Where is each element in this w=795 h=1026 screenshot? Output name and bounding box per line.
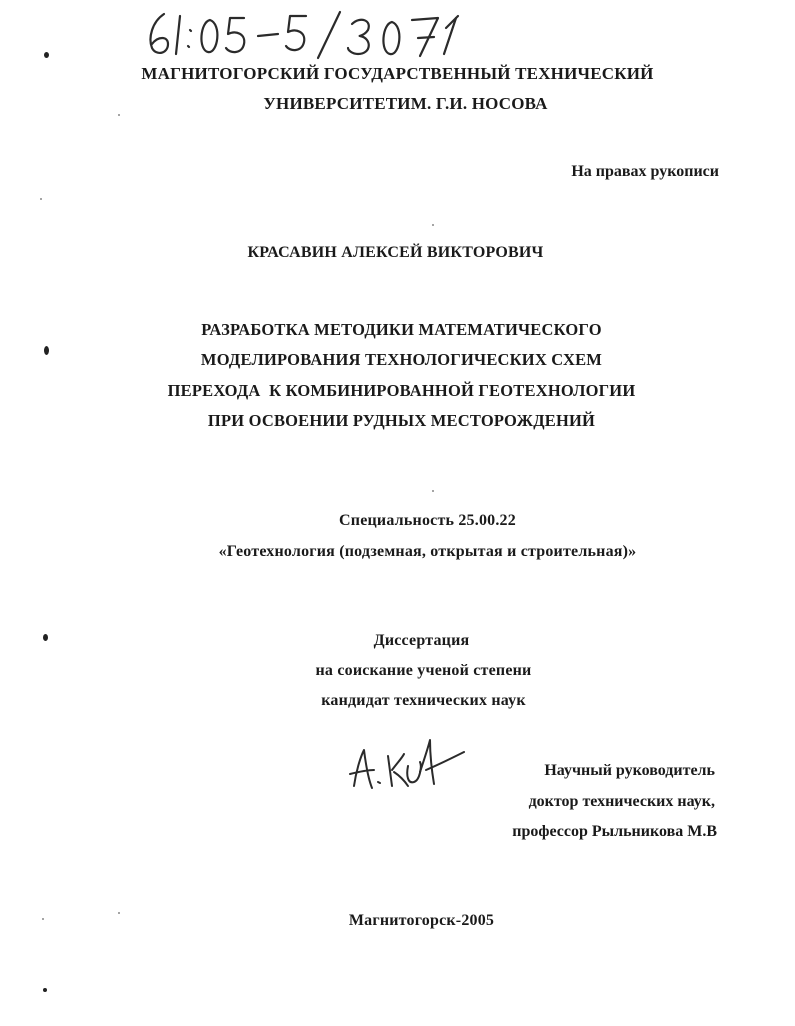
- degree-line-3: кандидат технических наук: [321, 692, 526, 709]
- signature: [340, 736, 470, 798]
- degree-line-1: Диссертация: [373, 632, 470, 649]
- scan-speck: [432, 490, 434, 492]
- title-line-4: ПРИ ОСВОЕНИИ РУДНЫХ МЕСТОРОЖДЕНИЙ: [207, 411, 596, 430]
- supervisor-line-2: доктор технических наук,: [528, 793, 715, 810]
- scan-speck: [432, 224, 434, 226]
- title-line-3: ПЕРЕХОДА К КОМБИНИРОВАННОЙ ГЕОТЕХНОЛОГИИ: [167, 381, 636, 400]
- supervisor-line-3: профессор Рыльникова М.В: [512, 823, 717, 840]
- title-line-2: МОДЕЛИРОВАНИЯ ТЕХНОЛОГИЧЕСКИХ СХЕМ: [200, 350, 603, 369]
- institution-line-1: МАГНИТОГОРСКИЙ ГОСУДАРСТВЕННЫЙ ТЕХНИЧЕСКИЙ: [141, 64, 654, 83]
- specialty-name: «Геотехнология (подземная, открытая и строительная)»: [218, 543, 637, 560]
- margin-mark: [43, 988, 47, 992]
- institution-line-2: УНИВЕРСИТЕТИМ. Г.И. НОСОВА: [263, 94, 548, 113]
- supervisor-line-1: Научный руководитель: [544, 762, 715, 779]
- title-line-1: РАЗРАБОТКА МЕТОДИКИ МАТЕМАТИЧЕСКОГО: [201, 320, 602, 339]
- specialty-code: Специальность 25.00.22: [339, 512, 516, 529]
- degree-line-2: на соискание ученой степени: [315, 662, 532, 679]
- scan-speck: [118, 114, 120, 116]
- scan-speck: [40, 198, 42, 200]
- margin-mark: [44, 52, 49, 58]
- handwritten-archive-number: [140, 4, 520, 60]
- manuscript-note: На правах рукописи: [571, 163, 719, 180]
- author-name: КРАСАВИН АЛЕКСЕЙ ВИКТОРОВИЧ: [247, 244, 544, 261]
- city-year: Магнитогорск-2005: [348, 912, 495, 929]
